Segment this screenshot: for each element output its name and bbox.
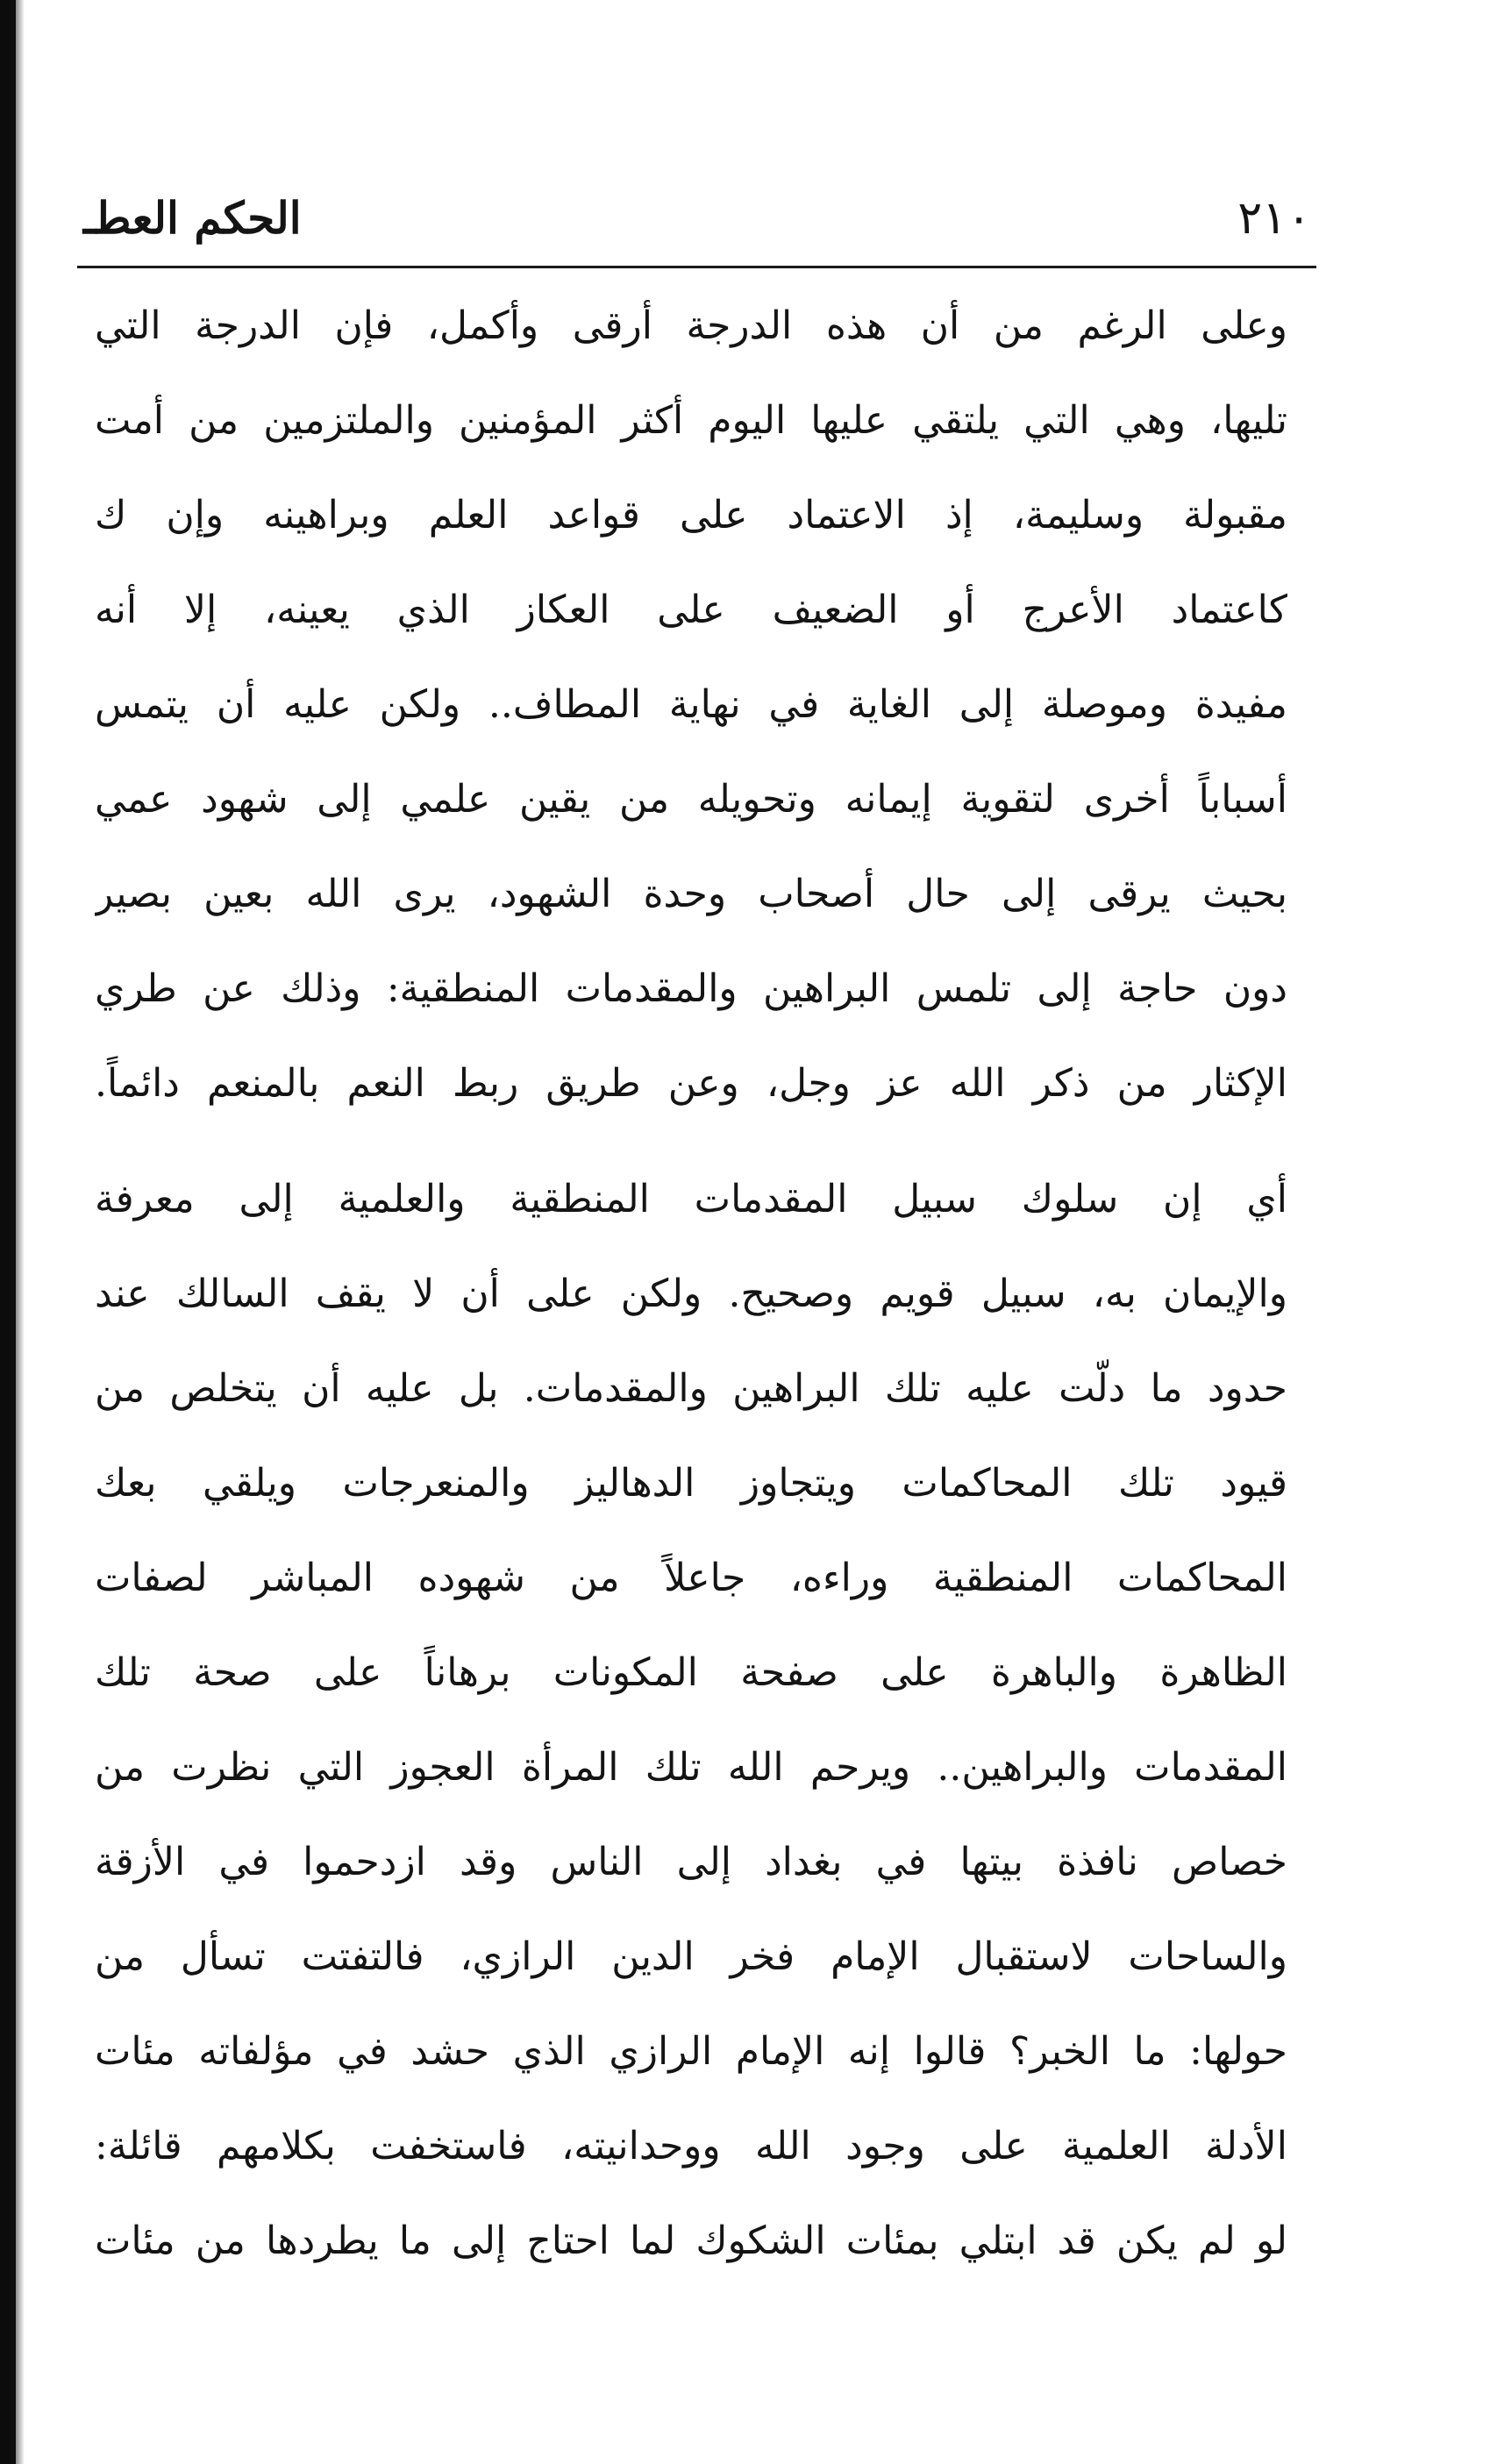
text-line: تليها، وهي التي يلتقي عليها اليوم أكثر المؤمنين والملتزمين من أمت bbox=[95, 398, 1287, 443]
text-line: والساحات لاستقبال الإمام فخر الدين الرازي، فالتفتت تسأل من bbox=[95, 1934, 1287, 1979]
text-line: مقبولة وسليمة، إذ الاعتماد على قواعد العلم وبراهينه وإن ك bbox=[95, 493, 1287, 538]
text-line: حولها: ما الخبر؟ قالوا إنه الإمام الرازي الذي حشد في مؤلفاته مئات bbox=[95, 2029, 1287, 2074]
text-line: وعلى الرغم من أن هذه الدرجة أرقى وأكمل، فإن الدرجة التي bbox=[95, 303, 1287, 348]
text-line: قيود تلك المحاكمات ويتجاوز الدهاليز والمنعرجات ويلقي بعك bbox=[95, 1461, 1287, 1506]
text-line: أي إن سلوك سبيل المقدمات المنطقية والعلمية إلى معرفة bbox=[95, 1177, 1287, 1221]
text-line: خصاص نافذة بيتها في بغداد إلى الناس وقد ازدحموا في الأزقة bbox=[95, 1840, 1287, 1884]
text-line: حدود ما دلّت عليه تلك البراهين والمقدمات. بل عليه أن يتخلص من bbox=[95, 1366, 1287, 1411]
page-number: ٢١٠ bbox=[1237, 192, 1311, 245]
page-header bbox=[83, 188, 1311, 249]
text-line: كاعتماد الأعرج أو الضعيف على العكاز الذي يعينه، إلا أنه bbox=[95, 588, 1287, 632]
text-line: الإكثار من ذكر الله عز وجل، وعن طريق ربط النعم بالمنعم دائماً. bbox=[95, 1061, 1287, 1106]
text-line: والإيمان به، سبيل قويم وصحيح. ولكن على أن لا يقف السالك عند bbox=[95, 1271, 1287, 1316]
text-line: المقدمات والبراهين.. ويرحم الله تلك المرأة العجوز التي نظرت من bbox=[95, 1745, 1287, 1790]
running-head-title: الحكم العطـ bbox=[83, 192, 302, 244]
text-line: مفيدة وموصلة إلى الغاية في نهاية المطاف.. ولكن عليه أن يتمس bbox=[95, 682, 1287, 727]
paragraph-1 bbox=[95, 279, 1287, 1131]
header-rule bbox=[77, 266, 1316, 268]
page-body bbox=[95, 279, 1287, 2289]
book-spine-shadow bbox=[16, 0, 25, 2464]
text-line: دون حاجة إلى تلمس البراهين والمقدمات المنطقية: وذلك عن طري bbox=[95, 966, 1287, 1011]
text-line: المحاكمات المنطقية وراءه، جاعلاً من شهوده المباشر لصفات bbox=[95, 1556, 1287, 1600]
paragraph-2 bbox=[95, 1152, 1287, 2289]
text-line: الظاهرة والباهرة على صفحة المكونات برهاناً على صحة تلك bbox=[95, 1650, 1287, 1695]
book-spine-edge bbox=[0, 0, 16, 2464]
text-line: الأدلة العلمية على وجود الله ووحدانيته، فاستخفت بكلامهم قائلة: bbox=[95, 2124, 1287, 2168]
text-line: بحيث يرقى إلى حال أصحاب وحدة الشهود، يرى الله بعين بصير bbox=[95, 872, 1287, 916]
text-line: أسباباً أخرى لتقوية إيمانه وتحويله من يقين علمي إلى شهود عمي bbox=[95, 777, 1287, 822]
text-line: لو لم يكن قد ابتلي بمئات الشكوك لما احتاج إلى ما يطردها من مئات bbox=[95, 2218, 1287, 2263]
